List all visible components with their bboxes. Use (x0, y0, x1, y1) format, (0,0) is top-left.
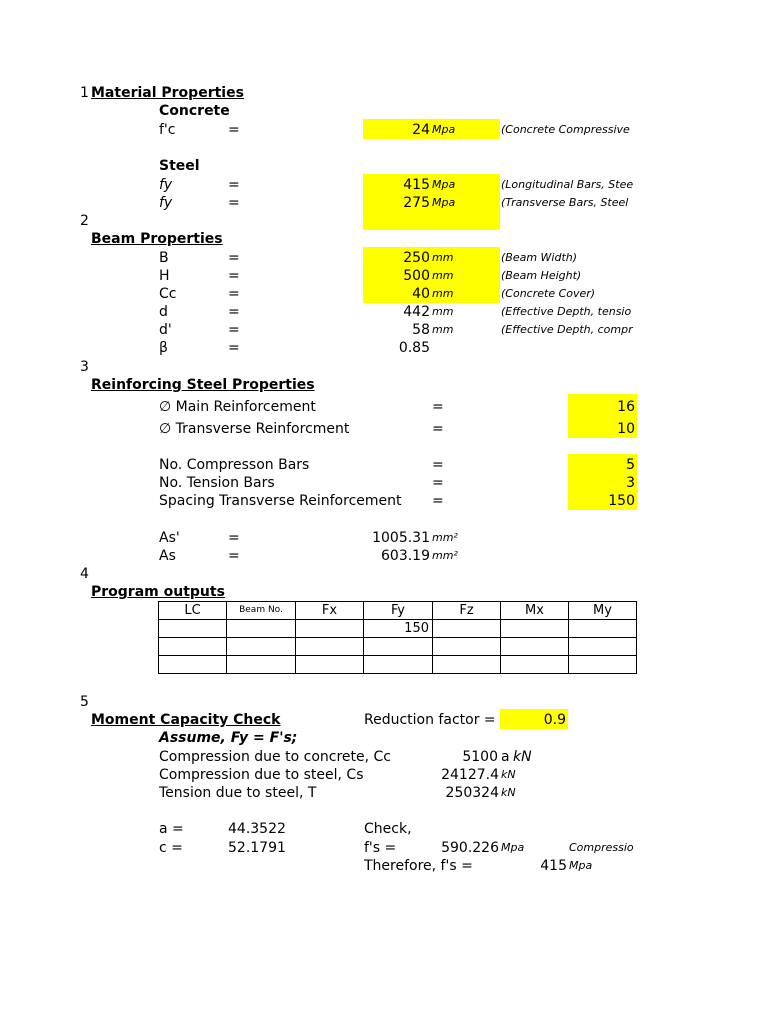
beam-b-value[interactable]: 250 (403, 250, 430, 266)
t-value: 250324 (445, 785, 499, 801)
fy2-value[interactable]: 275 (403, 195, 430, 211)
tens-bars-value[interactable]: 3 (626, 475, 635, 491)
beam-dprime-value: 58 (412, 322, 430, 338)
header-lc: LC (159, 602, 227, 620)
section-2-number: 2 (80, 213, 89, 229)
beam-b-unit: mm (432, 251, 454, 264)
fy1-unit: Mpa (432, 178, 456, 191)
as-value: 603.19 (381, 548, 430, 564)
fs-note: Compressio (569, 841, 634, 854)
fy2-unit: Mpa (432, 196, 456, 209)
fc-unit: Mpa (432, 123, 456, 136)
beam-b-equals: = (228, 250, 240, 266)
check-label: Check, (364, 821, 412, 837)
beam-dprime-unit: mm (432, 323, 454, 336)
cs-value: 24127.4 (441, 767, 499, 783)
reduction-factor-label: Reduction factor = (364, 712, 496, 728)
header-my: My (569, 602, 637, 620)
section-3-title: Reinforcing Steel Properties (91, 377, 315, 393)
comp-bars-value[interactable]: 5 (626, 457, 635, 473)
concrete-heading: Concrete (159, 103, 230, 119)
comp-bars-equals: = (432, 457, 444, 473)
c-value: 52.1791 (228, 840, 286, 856)
fy1-note: (Longitudinal Bars, Stee (501, 178, 634, 191)
beam-dprime-note: (Effective Depth, compr (501, 323, 633, 336)
as-prime-equals: = (228, 530, 240, 546)
cc-unit-a: a (501, 749, 510, 765)
beam-d-value: 442 (403, 304, 430, 320)
cs-label: Compression due to steel, Cs (159, 767, 364, 783)
cc-unit: kN (513, 749, 532, 765)
beam-d-equals: = (228, 304, 240, 320)
as-unit: mm² (432, 549, 458, 562)
section-4-title: Program outputs (91, 584, 225, 600)
header-fz: Fz (433, 602, 501, 620)
as-prime-unit: mm² (432, 531, 458, 544)
table-cell[interactable] (569, 656, 637, 674)
table-cell[interactable] (569, 620, 637, 638)
section-4-number: 4 (80, 566, 89, 582)
main-reinf-equals: = (432, 399, 444, 415)
table-cell[interactable] (296, 620, 364, 638)
beam-dprime-label: d' (159, 322, 172, 338)
table-cell[interactable] (296, 656, 364, 674)
section-5-title: Moment Capacity Check (91, 712, 281, 728)
comp-bars-label: No. Compresson Bars (159, 457, 310, 473)
table-row (159, 620, 637, 638)
beam-cc-note: (Concrete Cover) (501, 287, 596, 300)
c-label: c = (159, 840, 183, 856)
beam-b-label: B (159, 250, 169, 266)
table-cell[interactable] (433, 638, 501, 656)
beam-cc-value[interactable]: 40 (412, 286, 430, 302)
beam-h-note: (Beam Height) (501, 269, 582, 282)
beam-d-unit: mm (432, 305, 454, 318)
header-mx: Mx (501, 602, 569, 620)
fy2-equals: = (228, 195, 240, 211)
fy1-value[interactable]: 415 (403, 177, 430, 193)
spacing-value[interactable]: 150 (608, 493, 635, 509)
table-cell[interactable] (569, 638, 637, 656)
beta-value: 0.85 (398, 340, 430, 356)
header-beam-no: Beam No. (227, 602, 296, 620)
beam-h-label: H (159, 268, 170, 284)
therefore-value: 415 (540, 858, 567, 874)
fy1-label: fy (159, 177, 173, 193)
section-2-title: Beam Properties (91, 231, 223, 247)
cc-value: 5100 (462, 749, 498, 765)
beam-dprime-equals: = (228, 322, 240, 338)
beta-label: β (159, 340, 168, 356)
beam-d-note: (Effective Depth, tensio (501, 305, 632, 318)
fc-value[interactable]: 24 (412, 122, 430, 138)
fc-label: f'c (159, 122, 176, 138)
beam-cc-label: Cc (159, 286, 177, 302)
table-cell[interactable] (501, 620, 569, 638)
header-fx: Fx (296, 602, 364, 620)
fs-value: 590.226 (441, 840, 499, 856)
tens-bars-equals: = (432, 475, 444, 491)
trans-reinf-label: ∅ Transverse Reinforcment (159, 421, 350, 437)
fs-unit: Mpa (501, 841, 525, 854)
spacing-label: Spacing Transverse Reinforcement (159, 493, 402, 509)
assume-text: Assume, Fy = F's; (159, 730, 298, 746)
section-1-title: Material Properties (91, 85, 244, 101)
table-header-row (159, 602, 637, 620)
table-cell[interactable] (433, 656, 501, 674)
beam-b-note: (Beam Width) (501, 251, 578, 264)
section-5-number: 5 (80, 694, 89, 710)
beam-cc-equals: = (228, 286, 240, 302)
as-prime-value: 1005.31 (372, 530, 430, 546)
table-row (159, 656, 637, 674)
table-cell[interactable]: 150 (364, 620, 433, 638)
beam-h-equals: = (228, 268, 240, 284)
cs-unit: kN (501, 768, 516, 781)
table-cell[interactable] (159, 620, 227, 638)
trans-reinf-equals: = (432, 421, 444, 437)
fy1-equals: = (228, 177, 240, 193)
table-cell[interactable] (227, 638, 296, 656)
trans-reinf-value[interactable]: 10 (617, 421, 635, 437)
fy2-note: (Transverse Bars, Steel (501, 196, 629, 209)
table-cell[interactable] (364, 638, 433, 656)
section-1-number: 1 (80, 85, 89, 101)
tens-bars-label: No. Tension Bars (159, 475, 275, 491)
section-3-number: 3 (80, 359, 89, 375)
table-cell[interactable] (159, 656, 227, 674)
table-cell[interactable] (433, 620, 501, 638)
spacing-equals: = (432, 493, 444, 509)
table-cell[interactable] (227, 620, 296, 638)
a-value: 44.3522 (228, 821, 286, 837)
table-cell[interactable] (227, 656, 296, 674)
fc-equals: = (228, 122, 240, 138)
t-unit: kN (501, 786, 516, 799)
table-cell[interactable] (296, 638, 364, 656)
header-fy: Fy (364, 602, 433, 620)
table-cell[interactable] (364, 656, 433, 674)
steel-heading: Steel (159, 158, 200, 174)
beam-cc-unit: mm (432, 287, 454, 300)
table-cell[interactable] (501, 638, 569, 656)
as-prime-label: As' (159, 530, 180, 546)
fs-label: f's = (364, 840, 397, 856)
fy2-label: fy (159, 195, 173, 211)
as-equals: = (228, 548, 240, 564)
beam-h-unit: mm (432, 269, 454, 282)
reduction-factor-value[interactable]: 0.9 (543, 712, 566, 728)
cc-label: Compression due to concrete, Cc (159, 749, 391, 765)
a-label: a = (159, 821, 184, 837)
as-label: As (159, 548, 176, 564)
beam-d-label: d (159, 304, 168, 320)
therefore-unit: Mpa (569, 859, 593, 872)
table-row (159, 638, 637, 656)
beta-equals: = (228, 340, 240, 356)
beam-h-value[interactable]: 500 (403, 268, 430, 284)
fc-note: (Concrete Compressive (501, 123, 630, 136)
program-outputs-table (158, 601, 637, 674)
main-reinf-label: ∅ Main Reinforcement (159, 399, 316, 415)
t-label: Tension due to steel, T (159, 785, 317, 801)
table-cell[interactable] (159, 638, 227, 656)
main-reinf-value[interactable]: 16 (617, 399, 635, 415)
therefore-label: Therefore, f's = (364, 858, 473, 874)
table-cell[interactable] (501, 656, 569, 674)
